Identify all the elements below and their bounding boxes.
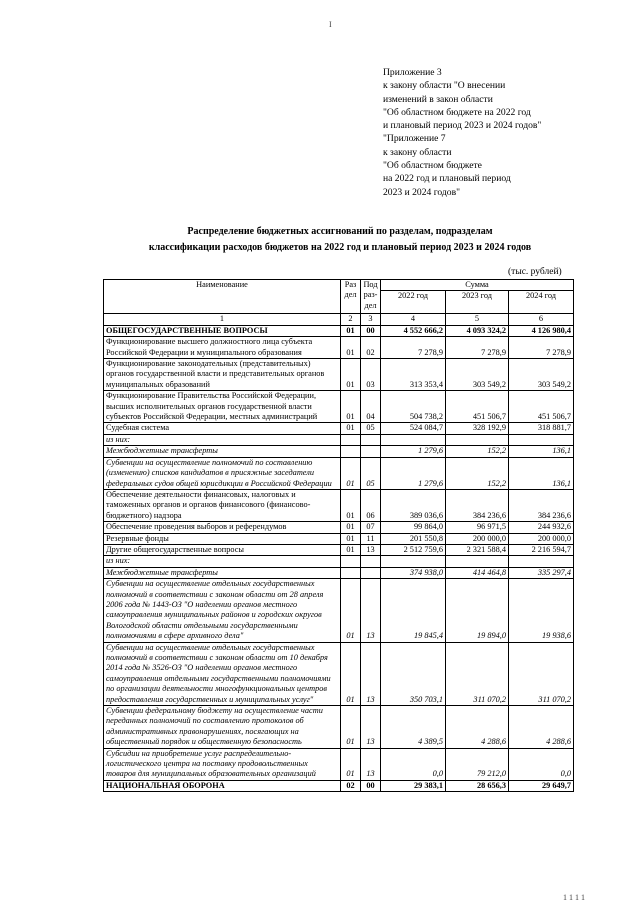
cell-name: Функционирование высшего должностного лица субъекта Российской Федерации и муниципального образования: [104, 337, 341, 359]
cell-v2023: 79 212,0: [446, 748, 509, 780]
cell-name: Судебная система: [104, 423, 341, 434]
cell-rz: 01: [341, 522, 361, 533]
cell-rz: [341, 434, 361, 445]
budget-table: [103, 279, 574, 792]
cell-name: из них:: [104, 556, 341, 567]
table-row: [104, 359, 574, 391]
cell-v2023: 451 506,7: [446, 391, 509, 423]
units-label: (тыс. рублей): [508, 267, 562, 277]
table-row: [104, 423, 574, 434]
colnum-5: 5: [446, 314, 509, 325]
cell-pr: 00: [361, 325, 381, 336]
cell-pr: 13: [361, 544, 381, 555]
cell-name: Обеспечение проведения выборов и референдумов: [104, 522, 341, 533]
cell-v2024: 384 236,6: [509, 489, 574, 521]
cell-pr: 02: [361, 337, 381, 359]
table-row: [104, 579, 574, 642]
title-line-2: классификации расходов бюджетов на 2022 год и плановый период 2023 и 2024 годов: [148, 242, 532, 253]
title-line-1: Распределение бюджетных ассигнований по разделам, подразделам: [187, 226, 493, 237]
table-row: [104, 533, 574, 544]
cell-v2024: [509, 556, 574, 567]
header-2022: 2022 год: [381, 291, 446, 314]
cell-name: Функционирование Правительства Российской Федерации, высших исполнительных органов государственной власти субъектов Российской Федерации, местных администраций: [104, 391, 341, 423]
cell-pr: 05: [361, 457, 381, 489]
table-row: [104, 325, 574, 336]
cell-rz: 01: [341, 457, 361, 489]
cell-v2022: 1 279,6: [381, 457, 446, 489]
cell-v2024: 303 549,2: [509, 359, 574, 391]
footer-mark: 1 1 1 1: [563, 893, 585, 902]
cell-v2023: 19 894,0: [446, 579, 509, 642]
cell-pr: [361, 567, 381, 578]
cell-v2024: 451 506,7: [509, 391, 574, 423]
cell-name: Межбюджетные трансферты: [104, 446, 341, 457]
cell-v2024: 200 000,0: [509, 533, 574, 544]
cell-rz: 01: [341, 359, 361, 391]
cell-v2024: 7 278,9: [509, 337, 574, 359]
cell-rz: [341, 567, 361, 578]
cell-pr: 06: [361, 489, 381, 521]
cell-v2023: [446, 434, 509, 445]
cell-v2023: 200 000,0: [446, 533, 509, 544]
cell-rz: 01: [341, 544, 361, 555]
cell-rz: [341, 446, 361, 457]
cell-v2022: 524 084,7: [381, 423, 446, 434]
cell-v2023: 28 656,3: [446, 780, 509, 791]
cell-rz: 01: [341, 642, 361, 705]
cell-v2022: 99 864,0: [381, 522, 446, 533]
column-numbers-row: [104, 314, 574, 325]
cell-name: НАЦИОНАЛЬНАЯ ОБОРОНА: [104, 780, 341, 791]
cell-v2022: 29 383,1: [381, 780, 446, 791]
cell-v2023: 2 321 588,4: [446, 544, 509, 555]
cell-pr: 13: [361, 706, 381, 749]
top-mark: I: [329, 20, 332, 29]
cell-v2022: 4 552 666,2: [381, 325, 446, 336]
cell-v2022: 350 703,1: [381, 642, 446, 705]
cell-v2023: 328 192,9: [446, 423, 509, 434]
cell-pr: 00: [361, 780, 381, 791]
cell-v2023: 152,2: [446, 446, 509, 457]
cell-v2023: 311 070,2: [446, 642, 509, 705]
cell-v2022: 374 938,0: [381, 567, 446, 578]
cell-name: Обеспечение деятельности финансовых, налоговых и таможенных органов и органов финансового (финансово-бюджетного) надзора: [104, 489, 341, 521]
table-row: [104, 446, 574, 457]
colnum-6: 6: [509, 314, 574, 325]
cell-rz: 01: [341, 706, 361, 749]
cell-pr: 11: [361, 533, 381, 544]
table-header-row: [104, 280, 574, 291]
cell-v2022: 504 738,2: [381, 391, 446, 423]
colnum-2: 2: [341, 314, 361, 325]
cell-pr: [361, 434, 381, 445]
cell-v2022: 4 389,5: [381, 706, 446, 749]
cell-v2023: 7 278,9: [446, 337, 509, 359]
cell-v2022: 1 279,6: [381, 446, 446, 457]
cell-pr: 04: [361, 391, 381, 423]
cell-v2022: 201 550,8: [381, 533, 446, 544]
cell-rz: 01: [341, 489, 361, 521]
cell-v2022: [381, 434, 446, 445]
cell-name: Другие общегосударственные вопросы: [104, 544, 341, 555]
header-2023: 2023 год: [446, 291, 509, 314]
cell-v2024: 136,1: [509, 446, 574, 457]
colnum-4: 4: [381, 314, 446, 325]
cell-v2023: 4 288,6: [446, 706, 509, 749]
cell-v2023: 4 093 324,2: [446, 325, 509, 336]
cell-v2023: [446, 556, 509, 567]
appendix-note: Приложение 3 к закону области "О внесении изменений в закон области "Об областном бюджете на 2022 год и плановый период 2023 и 2024 годов" "Приложение 7 к закону области "Об областном бюджете на 2022 год и плановый период 2023 и 2024 годов": [383, 67, 542, 198]
cell-name: из них:: [104, 434, 341, 445]
cell-v2023: 414 464,8: [446, 567, 509, 578]
cell-v2024: 335 297,4: [509, 567, 574, 578]
cell-v2022: 19 845,4: [381, 579, 446, 642]
document-title: [40, 224, 640, 256]
cell-name: Субвенции федеральному бюджету на осуществление части переданных полномочий по составлению протоколов об административных правонарушениях, посягающих на общественный порядок и общественную безопасность: [104, 706, 341, 749]
header-2024: 2024 год: [509, 291, 574, 314]
cell-pr: 05: [361, 423, 381, 434]
colnum-3: 3: [361, 314, 381, 325]
cell-v2023: 96 971,5: [446, 522, 509, 533]
cell-name: Субвенции на осуществление отдельных государственных полномочий в соответствии с законом области от 28 апреля 2006 года № 1443-ОЗ "О наделении органов местного самоуправления муниципальных районов и городских округов Вологодской области отдельными государственными полномочиями в сфере архивного дела": [104, 579, 341, 642]
cell-v2022: 0,0: [381, 748, 446, 780]
table-row: [104, 391, 574, 423]
cell-rz: [341, 556, 361, 567]
cell-rz: 01: [341, 423, 361, 434]
cell-v2022: 389 036,6: [381, 489, 446, 521]
cell-v2023: 384 236,6: [446, 489, 509, 521]
table-row: [104, 780, 574, 791]
colnum-1: 1: [104, 314, 341, 325]
table-row: [104, 706, 574, 749]
table-row: [104, 748, 574, 780]
cell-pr: [361, 446, 381, 457]
table-row: [104, 556, 574, 567]
table-row: [104, 567, 574, 578]
cell-v2023: 303 549,2: [446, 359, 509, 391]
header-razdel: Раз дел: [341, 280, 361, 314]
cell-v2024: 244 932,6: [509, 522, 574, 533]
cell-rz: 02: [341, 780, 361, 791]
cell-v2024: 4 288,6: [509, 706, 574, 749]
table-row: [104, 434, 574, 445]
cell-pr: 07: [361, 522, 381, 533]
header-podrazdel: Под раз-дел: [361, 280, 381, 314]
header-summa: Сумма: [381, 280, 574, 291]
table-row: [104, 457, 574, 489]
table-body: [104, 325, 574, 791]
cell-name: ОБЩЕГОСУДАРСТВЕННЫЕ ВОПРОСЫ: [104, 325, 341, 336]
cell-name: Субвенции на осуществление отдельных государственных полномочий в соответствии с законом области от 10 декабря 2014 года № 3526-ОЗ "О наделении органов местного самоуправления отдельными государственными полномочиями по организации деятельности многофункциональных центров предоставления государственных и муниципальных услуг": [104, 642, 341, 705]
cell-v2024: 29 649,7: [509, 780, 574, 791]
header-name: Наименование: [104, 280, 341, 314]
cell-pr: 03: [361, 359, 381, 391]
table-row: [104, 489, 574, 521]
cell-rz: 01: [341, 337, 361, 359]
cell-v2024: 4 126 980,4: [509, 325, 574, 336]
cell-rz: 01: [341, 391, 361, 423]
cell-rz: 01: [341, 325, 361, 336]
cell-v2024: 136,1: [509, 457, 574, 489]
cell-name: Функционирование законодательных (представительных) органов государственной власти и представительных органов муниципальных образований: [104, 359, 341, 391]
cell-v2022: 313 353,4: [381, 359, 446, 391]
cell-name: Субвенции на осуществление полномочий по составлению (изменению) списков кандидатов в присяжные заседатели федеральных судов общей юрисдикции в Российской Федерации: [104, 457, 341, 489]
cell-rz: 01: [341, 748, 361, 780]
cell-v2024: 2 216 594,7: [509, 544, 574, 555]
cell-v2024: 318 881,7: [509, 423, 574, 434]
cell-v2023: 152,2: [446, 457, 509, 489]
cell-pr: 13: [361, 642, 381, 705]
cell-v2024: 19 938,6: [509, 579, 574, 642]
cell-v2022: [381, 556, 446, 567]
cell-name: Резервные фонды: [104, 533, 341, 544]
cell-pr: 13: [361, 579, 381, 642]
cell-v2024: 311 070,2: [509, 642, 574, 705]
table-row: [104, 544, 574, 555]
cell-name: Субсидии на приобретение услуг распределительно-логистического центра на поставку продовольственных товаров для муниципальных образовательных организаций: [104, 748, 341, 780]
table-row: [104, 642, 574, 705]
cell-v2024: 0,0: [509, 748, 574, 780]
cell-rz: 01: [341, 579, 361, 642]
cell-name: Межбюджетные трансферты: [104, 567, 341, 578]
table-row: [104, 337, 574, 359]
cell-v2022: 7 278,9: [381, 337, 446, 359]
cell-v2024: [509, 434, 574, 445]
cell-v2022: 2 512 759,6: [381, 544, 446, 555]
cell-pr: [361, 556, 381, 567]
cell-pr: 13: [361, 748, 381, 780]
table-row: [104, 522, 574, 533]
cell-rz: 01: [341, 533, 361, 544]
